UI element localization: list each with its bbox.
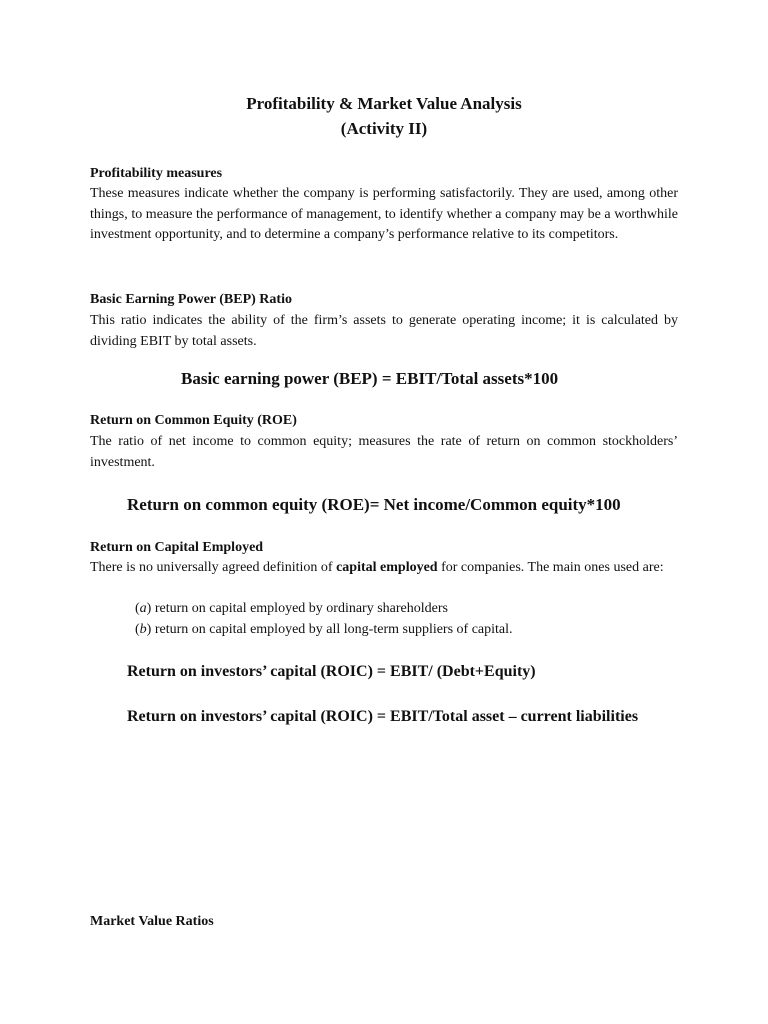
- list-item: (b) return on capital employed by all long-term suppliers of capital.: [135, 622, 513, 637]
- list-item-letter: b: [139, 622, 147, 637]
- document-title: Profitability & Market Value Analysis: [246, 94, 522, 113]
- roe-paragraph: The ratio of net income to common equity; measures the rate of return on common stockholders’ investment.: [90, 434, 678, 470]
- profitability-paragraph: These measures indicate whether the company is performing satisfactorily. They are used, among other things, to measure the performance of management, to identify whether a company may be a worthwhile investment opportunity, and to determine a company’s performance relative to its competitors.: [90, 186, 678, 242]
- document-subtitle: (Activity II): [340, 119, 428, 138]
- roic-formula-2: Return on investors’ capital (ROIC) = EBIT/Total asset – current liabilities: [127, 708, 639, 725]
- roce-paragraph: [90, 558, 678, 579]
- list-item-letter: a: [139, 601, 147, 616]
- profitability-heading: Profitability measures: [90, 166, 223, 181]
- roce-heading: Return on Capital Employed: [90, 540, 264, 555]
- roce-text-before: There is no universally agreed definition of: [90, 560, 337, 575]
- bep-formula: Basic earning power (BEP) = EBIT/Total assets*100: [181, 369, 559, 388]
- roe-heading: Return on Common Equity (ROE): [90, 413, 297, 428]
- list-item-text: return on capital employed by all long-term suppliers of capital.: [151, 622, 513, 637]
- list-item: (a) return on capital employed by ordinary shareholders: [135, 601, 448, 616]
- market-value-heading: Market Value Ratios: [90, 914, 214, 929]
- roe-formula: Return on common equity (ROE)= Net income/Common equity*100: [127, 495, 621, 514]
- roic-formula-1: Return on investors’ capital (ROIC) = EBIT/ (Debt+Equity): [127, 663, 536, 680]
- list-item-text: return on capital employed by ordinary shareholders: [151, 601, 448, 616]
- roce-text-after: for companies. The main ones used are:: [437, 560, 664, 575]
- bep-paragraph: This ratio indicates the ability of the firm’s assets to generate operating income; it is calculated by dividing EBIT by total assets.: [90, 313, 678, 349]
- bep-heading: Basic Earning Power (BEP) Ratio: [90, 292, 292, 307]
- capital-employed-term: capital employed: [336, 560, 438, 575]
